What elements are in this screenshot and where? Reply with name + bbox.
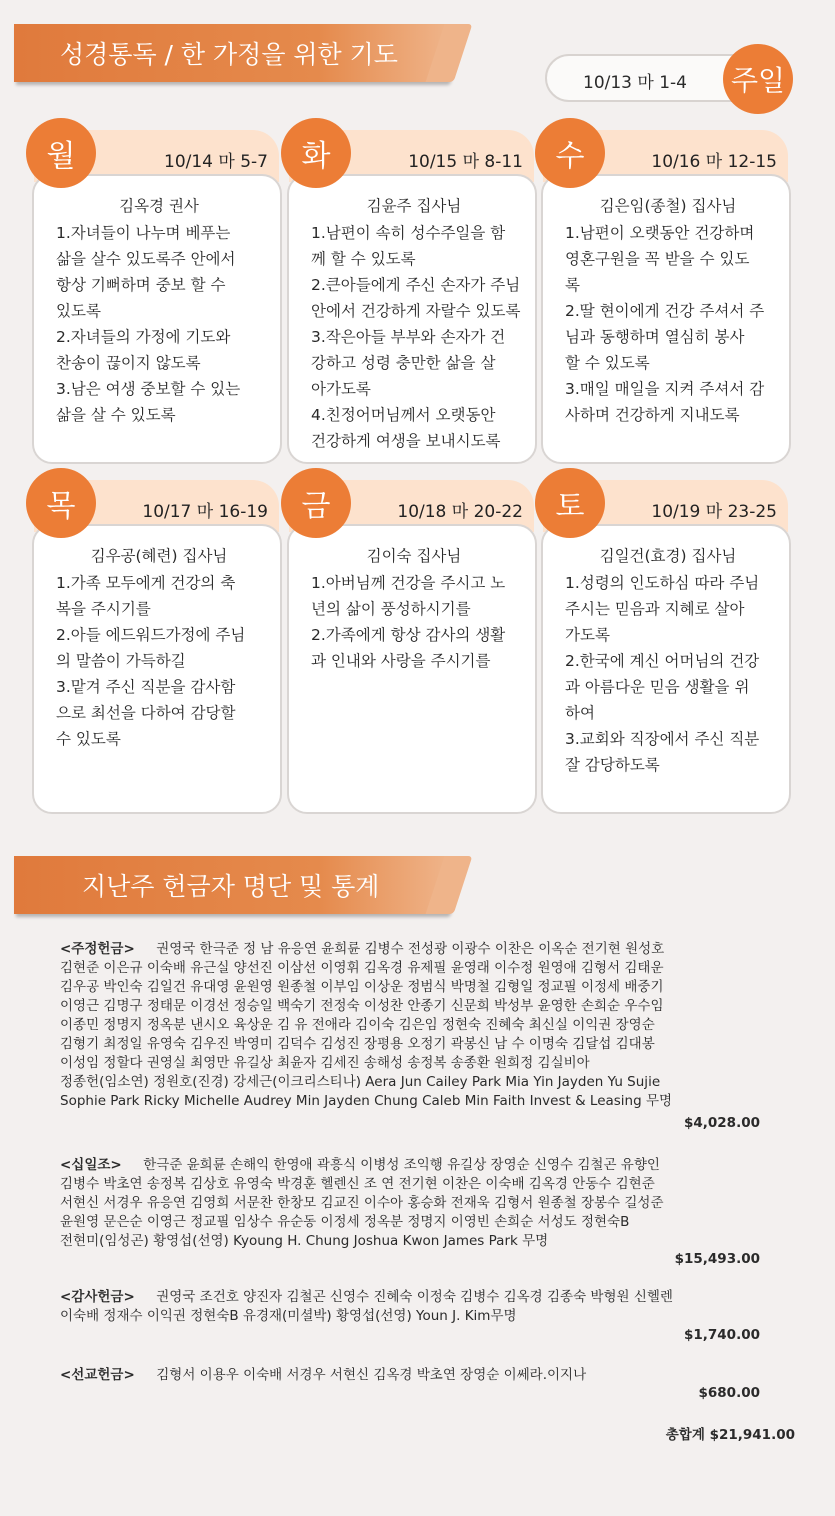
offering-total: 총합계 $21,941.00 (665, 1427, 795, 1443)
prayer-line: 삶을 살 수 있도록 (56, 406, 176, 424)
prayer-line: 1.자녀들이 나누며 베푸는 (56, 224, 231, 242)
offering-line (60, 1366, 800, 1385)
prayer-line: 1.남편이 속히 성수주일을 함 (311, 224, 506, 242)
donor-names: 김현준 이은규 이숙배 유근실 양선진 이삼선 이영휘 김옥경 유제필 윤영래 이수정 원영애 김형서 김태운 (60, 960, 664, 976)
prayer-line: 3.매일 매일을 지켜 주셔서 감 (565, 380, 765, 398)
prayer-line: 님과 동행하며 열심히 봉사 (565, 328, 745, 346)
prayer-line: 2.가족에게 항상 감사의 생활 (311, 626, 506, 644)
prayer-line: 복을 주시기를 (56, 600, 151, 618)
offering-label: <선교헌금> (60, 1367, 135, 1383)
offering-block-mission (60, 1366, 800, 1401)
bible-ref: 10/15 마 8-11 (408, 152, 523, 172)
prayer-line: 사하며 건강하게 지내도록 (565, 406, 740, 424)
family-name: 김은임(종철) 집사님 (599, 197, 737, 215)
prayer-list (565, 220, 787, 428)
prayer-list (311, 220, 533, 454)
prayer-line: 의 말씀이 가득하길 (56, 652, 186, 670)
prayer-line: 1.성령의 인도하심 따라 주님 (565, 574, 760, 592)
prayer-line: 2.한국에 계신 어머님의 건강 (565, 652, 760, 670)
prayer-list (311, 570, 533, 674)
prayer-line: 찬송이 끊이지 않도록 (56, 354, 201, 372)
section-banner-offering (14, 856, 449, 914)
family-name: 김이숙 집사님 (366, 547, 462, 565)
offering-amount: $15,493.00 (674, 1251, 760, 1267)
offering-block-weekly (60, 940, 800, 1131)
prayer-line: 2.자녀들의 가정에 기도와 (56, 328, 231, 346)
donor-names: 한극준 윤희륜 손해익 한영애 곽흥식 이병성 조익행 유길상 장영순 신영수 김철곤 유향인 (143, 1157, 660, 1173)
card-body (541, 524, 791, 814)
prayer-line: 주시는 믿음과 지혜로 살아 (565, 600, 745, 618)
prayer-line: 하여 (565, 704, 595, 722)
offering-block-thanks (60, 1288, 800, 1343)
prayer-line: 1.아버님께 건강을 주시고 노 (311, 574, 506, 592)
prayer-line: 3.교회와 직장에서 주신 직분 (565, 730, 760, 748)
donor-names: 김형서 이용우 이숙배 서경우 서현신 김옥경 박초연 장영순 이쎄라.이지나 (156, 1367, 587, 1383)
day-badge: 토 (535, 468, 605, 538)
sunday-reading (545, 54, 790, 102)
prayer-line: 1.가족 모두에게 건강의 축 (56, 574, 236, 592)
offering-label: <감사헌금> (60, 1289, 135, 1305)
bible-ref: 10/17 마 16-19 (142, 502, 268, 522)
donor-names: 권영국 조건호 양진자 김철곤 신영수 진혜숙 이정숙 김병수 김옥경 김종숙 박형원 신헬렌 (156, 1289, 673, 1305)
donor-names: 이숙배 정재수 이익권 정현숙B 유경재(미셜박) 황영섭(선영) Youn J. Kim무명 (60, 1308, 517, 1324)
day-badge: 금 (281, 468, 351, 538)
offering-block-tithe (60, 1156, 800, 1267)
card-body (541, 174, 791, 464)
prayer-line: 있도록 (56, 302, 101, 320)
day-badge: 수 (535, 118, 605, 188)
prayer-line: 강하고 성령 충만한 삶을 살 (311, 354, 496, 372)
offering-line (60, 1288, 800, 1307)
prayer-line: 2.딸 현이에게 건강 주셔서 주 (565, 302, 765, 320)
prayer-line: 삶을 살수 있도록주 안에서 (56, 250, 236, 268)
prayer-line: 과 인내와 사랑을 주시기를 (311, 652, 491, 670)
prayer-line: 4.친정어머님께서 오랫동안 (311, 406, 496, 424)
prayer-line: 년의 삶이 풍성하시기를 (311, 600, 471, 618)
offering-amount: $4,028.00 (683, 1115, 760, 1131)
day-badge: 화 (281, 118, 351, 188)
prayer-line: 수 있도록 (56, 730, 121, 748)
prayer-line: 3.남은 여생 중보할 수 있는 (56, 380, 241, 398)
prayer-line: 2.아들 에드워드가정에 주님 (56, 626, 246, 644)
section-title: 지난주 헌금자 명단 및 통계 (82, 872, 380, 901)
donor-names: 김형기 최정일 유영숙 김우진 박영미 김덕수 김성진 장평용 오정기 곽봉신 남 수 이명숙 김달섭 김대봉 (60, 1036, 655, 1052)
prayer-line: 3.작은아들 부부와 손자가 건 (311, 328, 506, 346)
sunday-ref: 10/13 마 1-4 (583, 73, 687, 93)
family-name: 김윤주 집사님 (366, 197, 462, 215)
bible-ref: 10/19 마 23-25 (651, 502, 777, 522)
prayer-line: 잘 감당하도록 (565, 756, 660, 774)
prayer-line: 건강하게 여생을 보내시도록 (311, 432, 501, 450)
prayer-list (56, 220, 278, 428)
donor-names: 이성임 정할다 권영실 최영만 유길상 최윤자 김세진 송해성 송정복 송종환 원희정 김실비아 (60, 1055, 590, 1071)
family-name: 김옥경 권사 (119, 197, 199, 215)
prayer-list (565, 570, 787, 778)
bible-ref: 10/14 마 5-7 (164, 152, 268, 172)
offering-line (60, 940, 800, 959)
donor-names: 전현미(임성곤) 황영섭(선영) Kyoung H. Chung Joshua Kwon James Park 무명 (60, 1233, 549, 1249)
prayer-line: 으로 최선을 다하여 감당할 (56, 704, 236, 722)
prayer-line: 영혼구원을 꼭 받을 수 있도 (565, 250, 750, 268)
prayer-line: 께 할 수 있도록 (311, 250, 416, 268)
donor-names: 이영근 김명구 정태문 이경선 정승일 백숙기 전정숙 이성찬 안종기 신문희 박성부 윤영한 손희순 우수임 (60, 998, 664, 1014)
prayer-line: 아가도록 (311, 380, 371, 398)
section-banner-prayer (14, 24, 449, 82)
card-body (32, 524, 282, 814)
bible-ref: 10/18 마 20-22 (397, 502, 523, 522)
prayer-line: 3.맡겨 주신 직분을 감사함 (56, 678, 236, 696)
family-name: 김일건(효경) 집사님 (599, 547, 737, 565)
card-body (287, 524, 537, 814)
prayer-line: 항상 기뻐하며 중보 할 수 (56, 276, 226, 294)
donor-names: 정종헌(임소연) 정원호(진경) 강세근(이크리스티나) Aera Jun Cailey Park Mia Yin Jayden Yu Sujie (60, 1074, 661, 1090)
prayer-line: 안에서 건강하게 자랄수 있도록 (311, 302, 521, 320)
offering-amount: $680.00 (698, 1385, 760, 1401)
donor-names: 김병수 박초연 송정복 김상호 유영숙 박경훈 헬렌신 조 연 전기현 이찬은 이숙배 김옥경 안동수 김현준 (60, 1176, 655, 1192)
card-body (287, 174, 537, 464)
donor-names: 서현신 서경우 유응연 김영희 서문찬 한창모 김교진 이수아 홍승화 전재욱 김형서 원종철 장봉수 길성준 (60, 1195, 664, 1211)
card-body (32, 174, 282, 464)
offering-amount: $1,740.00 (683, 1327, 760, 1343)
sunday-badge: 주일 (723, 44, 793, 114)
prayer-line: 할 수 있도록 (565, 354, 650, 372)
donor-names: 권영국 한극준 정 남 유응연 윤희륜 김병수 전성광 이광수 이찬은 이옥순 전기현 원성호 (156, 941, 665, 957)
family-name: 김우공(혜련) 집사님 (90, 547, 228, 565)
prayer-list (56, 570, 278, 752)
donor-names: 김우공 박인숙 김일건 유대영 윤원영 원종철 이부임 이상운 정범식 박명철 김형일 정교필 이정세 배중기 (60, 979, 664, 995)
donor-names: 윤원영 문은순 이영근 정교필 임상수 유순동 이정세 정옥분 정명지 이영빈 손희순 서성도 정현숙B (60, 1214, 630, 1230)
donor-names: 이종민 정명지 정옥분 낸시오 육상운 김 유 전애라 김이숙 김은임 정현숙 진혜숙 최신실 이익권 장영순 (60, 1017, 655, 1033)
prayer-line: 과 아름다운 믿음 생활을 위 (565, 678, 750, 696)
prayer-line: 록 (565, 276, 580, 294)
day-badge: 월 (26, 118, 96, 188)
prayer-line: 1.남편이 오랫동안 건강하며 (565, 224, 755, 242)
prayer-line: 가도록 (565, 626, 610, 644)
bible-ref: 10/16 마 12-15 (651, 152, 777, 172)
offering-line (60, 1156, 800, 1175)
prayer-line: 2.큰아들에게 주신 손자가 주님 (311, 276, 521, 294)
offering-label: <십일조> (60, 1157, 122, 1173)
day-badge: 목 (26, 468, 96, 538)
donor-names: Sophie Park Ricky Michelle Audrey Min Jayden Chung Caleb Min Faith Invest & Leasing 무명 (60, 1093, 673, 1109)
section-title: 성경통독 / 한 가정을 위한 기도 (60, 40, 398, 69)
offering-label: <주정헌금> (60, 941, 135, 957)
